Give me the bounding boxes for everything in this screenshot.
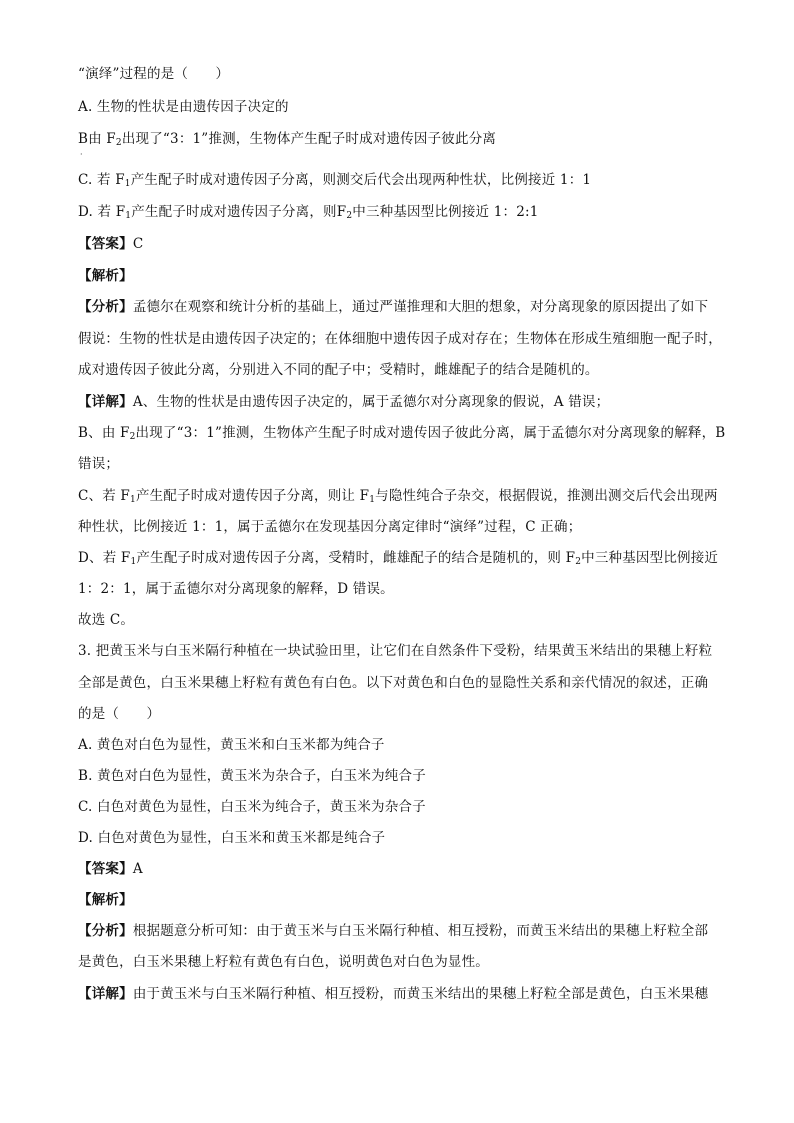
q3-option-d: D. 白色对黄色为显性，白玉米和黄玉米都是纯合子 — [78, 830, 386, 846]
q3-answer: 【答案】A — [78, 861, 143, 877]
q2-detail-d2: 1：2：1，属于孟德尔对分离现象的解释，D 错误。 — [78, 581, 394, 597]
q2-analysis-tag: 【解析】 — [78, 268, 133, 284]
q2-detail-b2: 错误； — [78, 456, 120, 472]
q2-conclusion: 故选 C。 — [78, 612, 135, 628]
q2-option-c: C. 若 $F_1$产生配子时成对遗传因子分离，则测交后代会出现两种性状，比例接近 1：1 — [78, 172, 592, 189]
fenxi-tag: 【分析】 — [78, 299, 133, 315]
q2-option-b: B由 $F_2$出现了“3：1”推测，生物体产生配子时成对遗传因子彼此分离 — [78, 131, 497, 148]
q2-detail-c2: 种性状，比例接近 1：1，属于孟德尔在发现基因分离定律时“演绎”过程，C 正确； — [78, 519, 582, 535]
answer-tag: 【答案】 — [78, 861, 133, 877]
q2-fenxi-3: 成对遗传因子彼此分离，分别进入不同的配子中；受精时，雌雄配子的结合是随机的。 — [78, 362, 599, 378]
detail-tag: 【详解】 — [78, 986, 133, 1002]
q3-detail-1: 【详解】由于黄玉米与白玉米隔行种植、相互授粉，而黄玉米结出的果穗上籽粒全部是黄色，白玉米果穗 — [78, 986, 709, 1002]
q3-option-a: A. 黄色对白色为显性，黄玉米和白玉米都为纯合子 — [78, 737, 385, 753]
q3-option-b: B. 黄色对白色为显性，黄玉米为杂合子，白玉米为纯合子 — [78, 768, 426, 784]
q2-detail-b1: B、由 $F_2$出现了“3：1”推测，生物体产生配子时成对遗传因子彼此分离，属于孟德尔对分离现象的解释，B — [78, 425, 726, 442]
q2-option-d: D. 若 $F_1$产生配子时成对遗传因子分离，则$F_2$中三种基因型比例接近 1：2:1 — [78, 204, 539, 221]
detail-tag: 【详解】 — [78, 394, 133, 410]
q2-option-a: A. 生物的性状是由遗传因子决定的 — [78, 99, 289, 115]
answer-tag: 【答案】 — [78, 236, 133, 252]
stray-mark: · — [80, 150, 83, 159]
q3-fenxi-1: 【分析】根据题意分析可知：由于黄玉米与白玉米隔行种植、相互授粉，而黄玉米结出的果穗上籽粒全部 — [78, 923, 709, 939]
q2-fenxi-2: 假说：生物的性状是由遗传因子决定的；在体细胞中遗传因子成对存在；生物体在形成生殖细胞一配子时， — [78, 331, 722, 347]
q3-fenxi-2: 是黄色，白玉米果穗上籽粒有黄色有白色，说明黄色对白色为显性。 — [78, 954, 489, 970]
q2-fenxi-1: 【分析】孟德尔在观察和统计分析的基础上，通过严谨推理和大胆的想象，对分离现象的原因提出了如下 — [78, 299, 709, 315]
q3-stem-3: 的是（ ） — [78, 706, 161, 722]
q2-detail-d1: D、若 $F_1$产生配子时成对遗传因子分离，受精时，雌雄配子的结合是随机的，则 $F_2$中三种基因型比例接近 — [78, 550, 719, 567]
q3-analysis-tag: 【解析】 — [78, 892, 133, 908]
fenxi-tag: 【分析】 — [78, 923, 133, 939]
q2-detail-a: 【详解】A、生物的性状是由遗传因子决定的，属于孟德尔对分离现象的假说，A 错误； — [78, 394, 610, 410]
q2-stem-end: “演绎”过程的是（ ） — [78, 66, 230, 82]
q2-answer: 【答案】C — [78, 236, 144, 252]
q3-stem-1: 3. 把黄玉米与白玉米隔行种植在一块试验田里，让它们在自然条件下受粉，结果黄玉米结出的果穗上籽粒 — [78, 643, 713, 659]
q3-stem-2: 全部是黄色，白玉米果穗上籽粒有黄色有白色。以下对黄色和白色的显隐性关系和亲代情况的叙述，正确 — [78, 675, 709, 691]
q2-detail-c1: C、若 $F_1$产生配子时成对遗传因子分离，则让 $F_1$与隐性纯合子杂交，根据假说，推测出测交后代会出现两 — [78, 488, 718, 505]
q3-option-c: C. 白色对黄色为显性，白玉米为纯合子，黄玉米为杂合子 — [78, 799, 426, 815]
